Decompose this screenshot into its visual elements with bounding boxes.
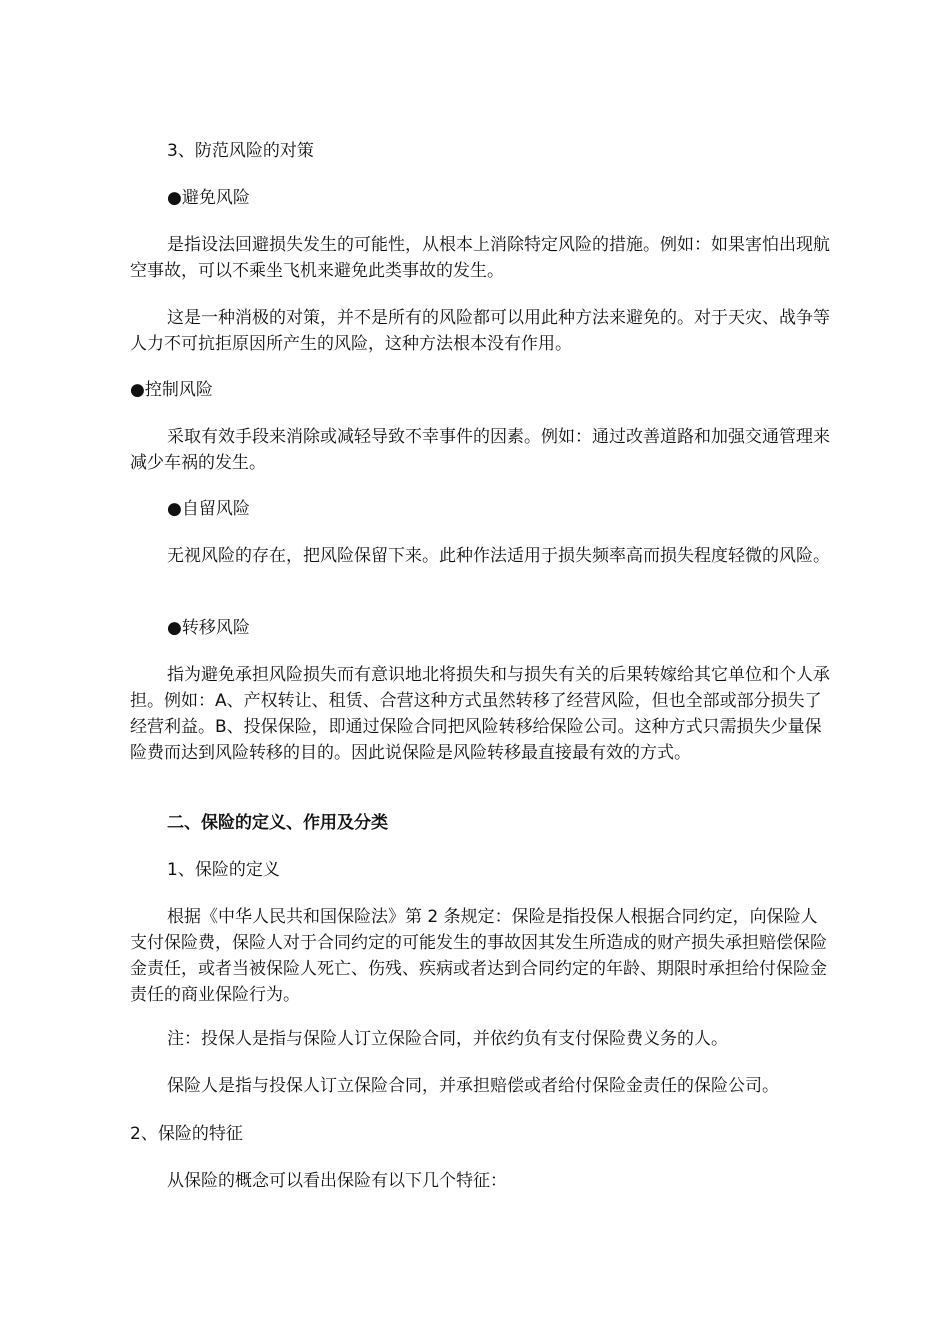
paragraph-transfer-risk: 指为避免承担风险损失而有意识地北将损失和与损失有关的后果转嫁给其它单位和个人承担。例如：A、产权转让、租赁、合营这种方式虽然转移了经营风险，但也全部或部分损失了经营利益。B、投保保险，即通过保险合同把风险转移给保险公司。这种方式只需损失少量保险费而达到风险转移的目的。因此说保险是风险转移最直接最有效的方式。 <box>130 665 830 763</box>
subsection-heading-insurance-definition: 1、保险的定义 <box>167 860 280 880</box>
paragraph-insurance-law-definition: 根据《中华人民共和国保险法》第 2 条规定：保险是指投保人根据合同约定，向保险人支付保险费，保险人对于合同约定的可能发生的事故因其发生所造成的财产损失承担赔偿保险金责任，或者当被保险人死亡、伤残、疾病或者达到合同约定的年龄、期限时承担给付保险金责任的商业保险行为。 <box>130 907 827 1005</box>
bullet-heading-control-risk: ●控制风险 <box>130 380 213 400</box>
paragraph-insurer-note: 保险人是指与投保人订立保险合同，并承担赔偿或者给付保险金责任的保险公司。 <box>167 1076 779 1096</box>
subsection-heading-risk-countermeasures: 3、防范风险的对策 <box>167 141 314 161</box>
paragraph-features-intro: 从保险的概念可以看出保险有以下几个特征： <box>167 1171 507 1191</box>
bullet-heading-transfer-risk: ●转移风险 <box>167 618 250 638</box>
paragraph-policyholder-note: 注：投保人是指与保险人订立保险合同，并依约负有支付保险费义务的人。 <box>167 1029 728 1049</box>
bullet-heading-avoid-risk: ●避免风险 <box>167 188 250 208</box>
paragraph-control-risk: 采取有效手段来消除或减轻导致不幸事件的因素。例如：通过改善道路和加强交通管理来减少车祸的发生。 <box>130 427 830 473</box>
paragraph-avoid-risk-definition: 是指设法回避损失发生的可能性，从根本上消除特定风险的措施。例如：如果害怕出现航空事故，可以不乘坐飞机来避免此类事故的发生。 <box>130 235 830 281</box>
paragraph-retain-risk: 无视风险的存在，把风险保留下来。此种作法适用于损失频率高而损失程度轻微的风险。 <box>167 546 830 566</box>
bullet-heading-retain-risk: ●自留风险 <box>167 499 250 519</box>
subsection-heading-insurance-features: 2、保险的特征 <box>130 1124 243 1144</box>
section-heading-insurance: 二、保险的定义、作用及分类 <box>167 813 388 833</box>
paragraph-avoid-risk-note: 这是一种消极的对策，并不是所有的风险都可以用此种方法来避免的。对于天灾、战争等人力不可抗拒原因所产生的风险，这种方法根本没有作用。 <box>130 308 830 354</box>
